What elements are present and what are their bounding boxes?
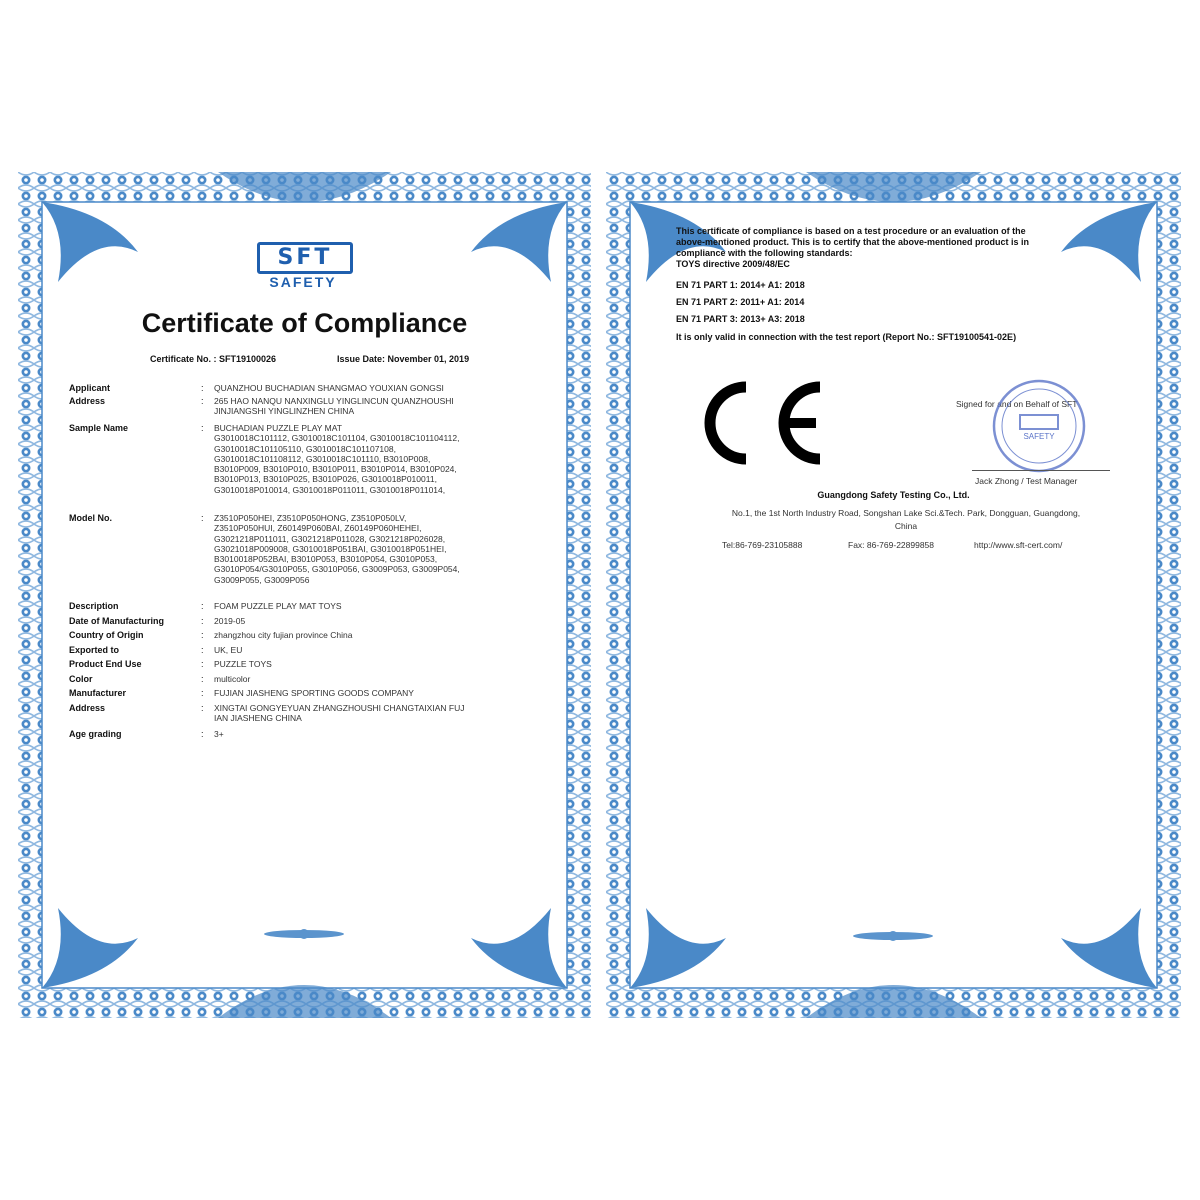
company-name: Guangdong Safety Testing Co., Ltd.	[817, 490, 970, 500]
field-value: XINGTAI GONGYEYUAN ZHANGZHOUSHI CHANGTAIXIAN FUJ IAN JIASHENG CHINA	[214, 703, 465, 724]
certificate-page-right	[606, 172, 1181, 1018]
sft-logo	[253, 238, 353, 294]
standard-line: EN 71 PART 2: 2011+ A1: 2014	[676, 297, 805, 307]
directive: TOYS directive 2009/48/EC	[676, 259, 790, 269]
field-label: Applicant	[69, 383, 111, 393]
ce-mark	[688, 377, 828, 469]
field-label: Country of Origin	[69, 630, 144, 640]
field-colon: :	[201, 703, 204, 713]
field-colon: :	[201, 601, 204, 611]
logo-subtitle: SAFETY	[269, 274, 337, 290]
field-value: 265 HAO NANQU NANXINGLU YINGLINCUN QUANZHOUSHI JINJIANGSHI YINGLINZHEN CHINA	[214, 396, 454, 417]
company-address: No.1, the 1st North Industry Road, Songshan Lake Sci.&Tech. Park, Dongguan, Guangdong, China	[731, 508, 1081, 531]
company-seal	[990, 377, 1088, 475]
telephone: Tel:86-769-23105888	[722, 540, 803, 550]
field-value: QUANZHOU BUCHADIAN SHANGMAO YOUXIAN GONGSI	[214, 383, 444, 393]
field-label: Date of Manufacturing	[69, 616, 165, 626]
field-label: Description	[69, 601, 119, 611]
field-label: Manufacturer	[69, 688, 127, 698]
field-label: Exported to	[69, 645, 120, 655]
field-colon: :	[201, 513, 204, 523]
seal-text: SAFETY	[1023, 432, 1055, 441]
field-value: FUJIAN JIASHENG SPORTING GOODS COMPANY	[214, 688, 414, 698]
field-colon: :	[201, 645, 204, 655]
field-value: 3+	[214, 729, 224, 739]
field-colon: :	[201, 616, 204, 626]
signed-on-behalf: Signed for and on Behalf of SFT	[956, 399, 1078, 409]
field-value: multicolor	[214, 674, 251, 684]
field-colon: :	[201, 383, 204, 393]
issue-date: Issue Date: November 01, 2019	[337, 354, 470, 364]
field-label: Product End Use	[69, 659, 142, 669]
field-value: zhangzhou city fujian province China	[214, 630, 353, 640]
standard-line: EN 71 PART 1: 2014+ A1: 2018	[676, 280, 805, 290]
field-label: Age grading	[69, 729, 122, 739]
field-colon: :	[201, 630, 204, 640]
field-label: Address	[69, 396, 106, 406]
signature-line	[972, 470, 1110, 471]
field-label: Model No.	[69, 513, 112, 523]
logo-text: SFT	[257, 242, 353, 274]
field-value: BUCHADIAN PUZZLE PLAY MAT G3010018C101112, G3010018C101104, G3010018C101104112, G3010018C101105110, G3010018C101107108, G3010018C101108112, G3010018C101110, B3010P008, B3010P009, B3010P010, B3010P011, B3010P014, B3010P024, B3010P013, B3010P025, B3010P026, G3010018P010011, G3010018P010014, G3010018P011011, G3010018P011014,	[214, 423, 460, 495]
website: http://www.sft-cert.com/	[974, 540, 1063, 550]
certificate-number: Certificate No. : SFT19100026	[150, 354, 277, 364]
field-value: FOAM PUZZLE PLAY MAT TOYS	[214, 601, 342, 611]
field-label: Color	[69, 674, 93, 684]
report-reference: It is only valid in connection with the test report (Report No.: SFT19100541-02E)	[676, 332, 1017, 342]
field-value: PUZZLE TOYS	[214, 659, 272, 669]
certificate-page-left	[18, 172, 591, 1018]
field-label: Sample Name	[69, 423, 129, 433]
statement-line: This certificate of compliance is based on a test procedure or an evaluation of the	[676, 226, 1026, 236]
field-colon: :	[201, 659, 204, 669]
field-value: UK, EU	[214, 645, 243, 655]
field-colon: :	[201, 423, 204, 433]
field-label: Address	[69, 703, 106, 713]
standard-line: EN 71 PART 3: 2013+ A3: 2018	[676, 314, 805, 324]
signer-name: Jack Zhong / Test Manager	[975, 476, 1078, 486]
field-colon: :	[201, 688, 204, 698]
field-value: Z3510P050HEI, Z3510P050HONG, Z3510P050LV, Z3510P050HUI, Z60149P060BAI, Z60149P060HEHEI, G3021218P011011, G3021218P011028, G3021218P026028, G3021018P009008, G3010018P051BAI, G3010018P051HEI, B3010018P052BAI, B3010P053, B3010P054, G3010P053, G3010P054/G3010P055, G3010P056, G3009P053, G3009P054, G3009P055, G3009P056	[214, 513, 460, 585]
field-colon: :	[201, 674, 204, 684]
certificate-title: Certificate of Compliance	[141, 308, 468, 338]
field-colon: :	[201, 729, 204, 739]
fax: Fax: 86-769-22899858	[848, 540, 935, 550]
field-colon: :	[201, 396, 204, 406]
field-value: 2019-05	[214, 616, 246, 626]
statement-line: compliance with the following standards:	[676, 248, 853, 258]
statement-line: above-mentioned product. This is to certify that the above-mentioned product is in	[676, 237, 1030, 247]
